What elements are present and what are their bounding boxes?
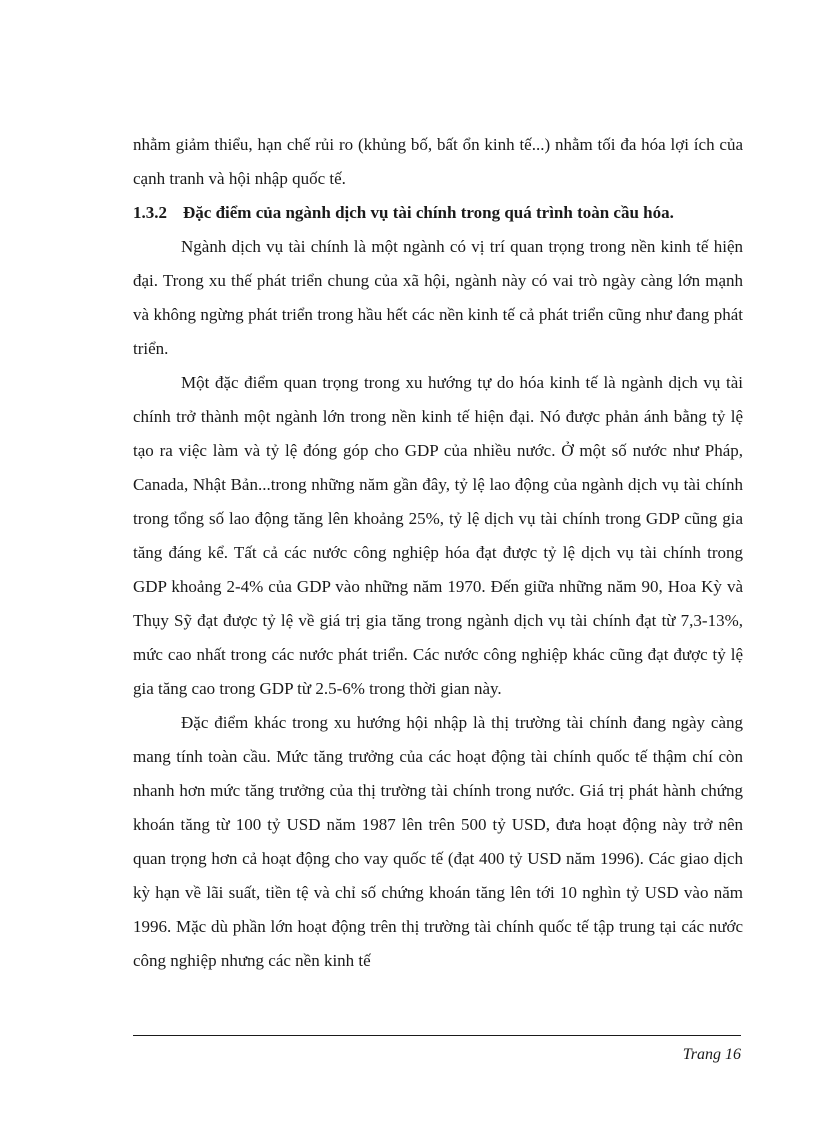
lead-paragraph: nhằm giảm thiểu, hạn chế rủi ro (khủng bố, bất ổn kinh tế...) nhằm tối đa hóa lợi ích của cạnh tranh và hội nhập quốc tế. (133, 135, 743, 188)
body-paragraph: Đặc điểm khác trong xu hướng hội nhập là thị trường tài chính đang ngày càng mang tính toàn cầu. Mức tăng trưởng của các hoạt động tài chính quốc tế thậm chí còn nhanh hơn mức tăng trưởng của thị trường tài chính trong nước. Giá trị phát hành chứng khoán tăng từ 100 tỷ USD năm 1987 lên trên 500 tỷ USD, đưa hoạt động này trở nên quan trọng hơn cả hoạt động cho vay quốc tế (đạt 400 tỷ USD năm 1996). Các giao dịch kỳ hạn về lãi suất, tiền tệ và chỉ số chứng khoán tăng lên tới 10 nghìn tỷ USD vào năm 1996. Mặc dù phần lớn hoạt động trên thị trường tài chính quốc tế tập trung tại các nước công nghiệp nhưng các nền kinh tế (133, 713, 743, 970)
body-paragraph: Một đặc điểm quan trọng trong xu hướng tự do hóa kinh tế là ngành dịch vụ tài chính trở thành một ngành lớn trong nền kinh tế hiện đại. Nó được phản ánh bằng tỷ lệ tạo ra việc làm và tỷ lệ đóng góp cho GDP của nhiều nước. Ở một số nước như Pháp, Canada, Nhật Bản...trong những năm gần đây, tỷ lệ lao động của ngành dịch vụ tài chính trong tổng số lao động tăng lên khoảng 25%, tỷ lệ dịch vụ tài chính trong GDP cũng gia tăng đáng kể. Tất cả các nước công nghiệp hóa đạt được tỷ lệ dịch vụ tài chính trong GDP khoảng 2-4% của GDP vào những năm 1970. Đến giữa những năm 90, Hoa Kỳ và Thụy Sỹ đạt được tỷ lệ về giá trị gia tăng trong ngành dịch vụ tài chính đạt từ 7,3-13%, mức cao nhất trong các nước phát triển. Các nước công nghiệp khác cũng đạt được tỷ lệ gia tăng cao trong GDP từ 2.5-6% trong thời gian này. (133, 373, 743, 698)
footer-divider (133, 1035, 741, 1036)
page-body (133, 128, 743, 978)
section-title: Đặc điểm của ngành dịch vụ tài chính trong quá trình toàn cầu hóa. (183, 203, 674, 222)
section-number: 1.3.2 (133, 203, 167, 222)
page-number: Trang 16 (682, 1046, 741, 1063)
body-paragraph: Ngành dịch vụ tài chính là một ngành có vị trí quan trọng trong nền kinh tế hiện đại. Trong xu thế phát triển chung của xã hội, ngành này có vai trò ngày càng lớn mạnh và không ngừng phát triển trong hầu hết các nền kinh tế cả phát triển cũng như đang phát triển. (133, 237, 743, 358)
section-heading (133, 196, 743, 230)
